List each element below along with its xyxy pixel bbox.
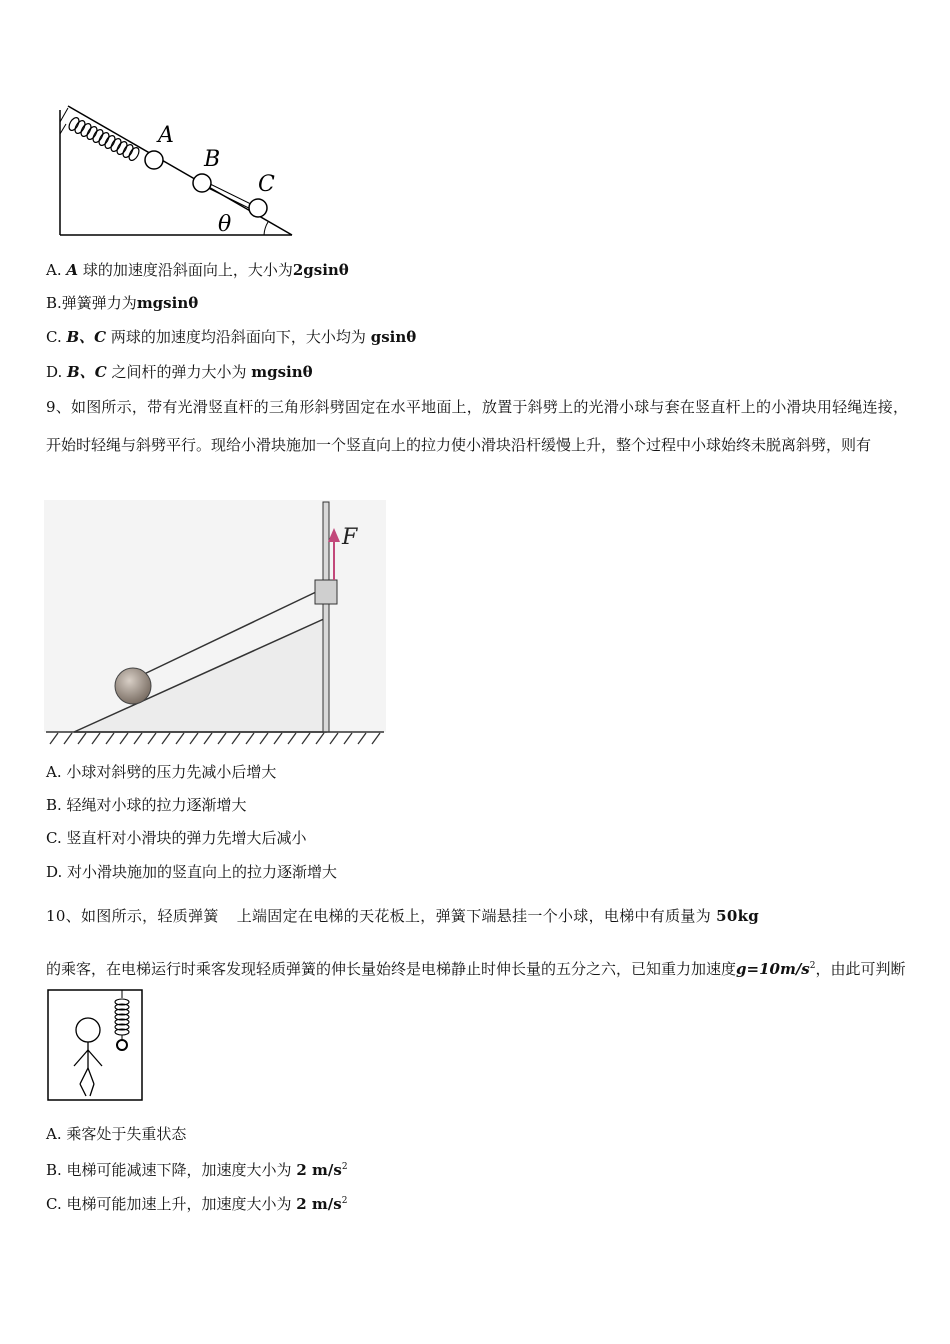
incline-spring-figure — [52, 100, 302, 242]
label-a: A — [158, 123, 174, 148]
elevator-figure — [46, 988, 146, 1104]
q9-option-d: D. 对小滑块施加的竖直向上的拉力逐渐增大 — [46, 863, 338, 881]
q8-option-b: B.弹簧弹力为mgsinθ — [46, 294, 199, 312]
q8-option-d: D. B、C 之间杆的弹力大小为 mgsinθ — [46, 363, 313, 381]
q10-option-b: B. 电梯可能减速下降，加速度大小为 2 $m/s^2$ — [46, 1161, 348, 1179]
q8-option-a: A. A 球的加速度沿斜面向上，大小为2gsinθ — [46, 261, 349, 279]
wedge-rod-figure — [44, 500, 386, 750]
q9-stem: 9、如图所示，带有光滑竖直杆的三角形斜劈固定在水平地面上，放置于斜劈上的光滑小球与套在竖直杆上的小滑块用轻绳连接，开始时轻绳与斜劈平行。现给小滑块施加一个竖直向上的拉力使小滑块沿杆缓慢上升，整个过程中小球始终未脱离斜劈，则有 — [46, 398, 908, 454]
label-theta: θ — [218, 212, 232, 237]
q10-stem-part3: 的乘客，在电梯运行时乘客发现轻质弹簧的伸长量始终是电梯静止时伸长量的五分之六，已知重力加速度 — [46, 960, 737, 978]
q8-option-c: C. B、C 两球的加速度均沿斜面向下，大小均为 gsinθ — [46, 328, 417, 346]
q9-option-c: C. 竖直杆对小滑块的弹力先增大后减小 — [46, 829, 307, 847]
label-b: B — [204, 147, 221, 172]
q9-option-b: B. 轻绳对小球的拉力逐渐增大 — [46, 796, 247, 814]
q10-stem-line2: 的乘客，在电梯运行时乘客发现轻质弹簧的伸长量始终是电梯静止时伸长量的五分之六，已知重力加速度$g=10m/s^2$，由此可判断 — [46, 960, 906, 978]
q10-option-a: A. 乘客处于失重状态 — [46, 1125, 187, 1143]
q10-option-c: C. 电梯可能加速上升，加速度大小为 2 $m/s^2$ — [46, 1195, 348, 1213]
label-c: C — [258, 172, 275, 197]
q9-option-a: A. 小球对斜劈的压力先减小后增大 — [46, 763, 277, 781]
q10-stem-line1: 10、如图所示，轻质弹簧 上端固定在电梯的天花板上，弹簧下端悬挂一个小球，电梯中有质量为 50kg — [46, 907, 760, 925]
label-f: F — [342, 525, 358, 550]
